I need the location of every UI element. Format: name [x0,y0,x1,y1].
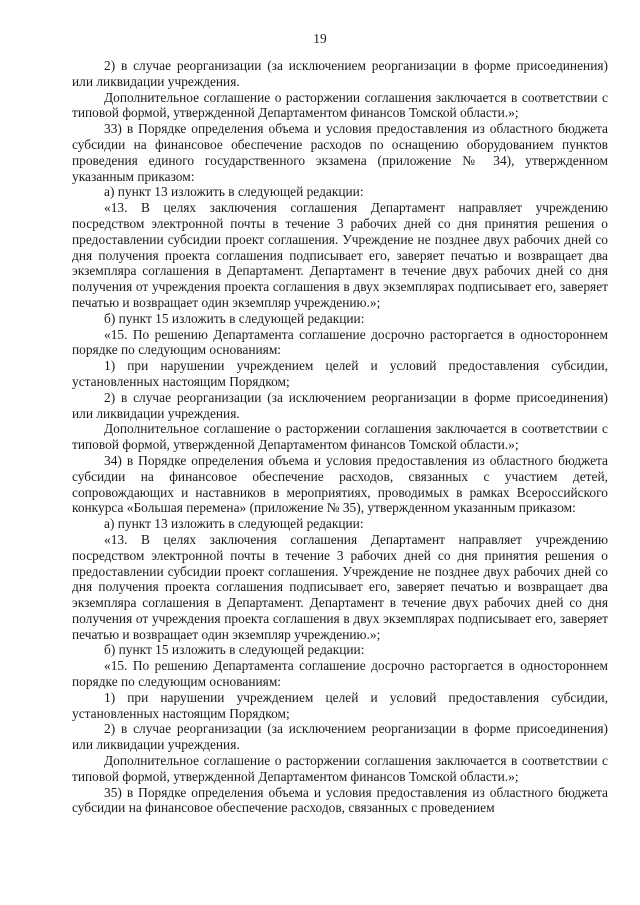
page-number: 19 [313,31,327,46]
paragraph: «15. По решению Департамента соглашение досрочно расторгается в одностороннем порядке по следующим основаниям: [72,658,608,690]
paragraph: 35) в Порядке определения объема и условия предоставления из областного бюджета субсидии на финансовое обеспечение расходов, связанных с проведением [72,784,608,816]
paragraph: б) пункт 15 изложить в следующей редакции: [104,642,365,658]
document-body [72,58,608,816]
paragraph: «13. В целях заключения соглашения Департамент направляет учреждению посредством электронной почты в течение 3 рабочих дней со дня принятия решения о предоставлении субсидии проект соглашения. Учреждение не позднее двух рабочих дней со дня получения проекта соглашения подписывает его, заверяет печатью и возвращает два экземпляра соглашения в Департамент. Департамент в течение двух рабочих дней со дня получения от учреждения проекта соглашения в двух экземплярах подписывает его, заверяет печатью и возвращает один экземпляр учреждению.»; [72,531,608,642]
paragraph: 34) в Порядке определения объема и условия предоставления из областного бюджета субсидии на финансовое обеспечение расходов, связанных с участием детей, сопровождающих и наставников в мероприятиях, проводимых в рамках Всероссийского конкурса «Большая перемена» (приложение № 35), утвержденном указанным приказом: [72,452,608,516]
paragraph: Дополнительное соглашение о расторжении соглашения заключается в соответствии с типовой формой, утвержденной Департаментом финансов Томской области.»; [72,421,608,453]
paragraph: а) пункт 13 изложить в следующей редакции: [104,516,364,532]
paragraph: «13. В целях заключения соглашения Департамент направляет учреждению посредством электронной почты в течение 3 рабочих дней со дня принятия решения о предоставлении субсидии проект соглашения. Учреждение не позднее двух рабочих дней со дня получения проекта соглашения подписывает его, заверяет печатью и возвращает два экземпляра соглашения в Департамент. Департамент в течение двух рабочих дней со дня получения от учреждения проекта соглашения в двух экземплярах подписывает его, заверяет печатью и возвращает один экземпляр учреждению.»; [72,200,608,310]
paragraph: 1) при нарушении учреждением целей и условий предоставления субсидии, установленных настоящим Порядком; [72,358,608,389]
paragraph: «15. По решению Департамента соглашение досрочно расторгается в одностороннем порядке по следующим основаниям: [72,326,608,358]
paragraph: 2) в случае реорганизации (за исключением реорганизации в форме присоединения) или ликвидации учреждения. [72,721,608,753]
paragraph: б) пункт 15 изложить в следующей редакции: [104,310,365,326]
paragraph: 2) в случае реорганизации (за исключением реорганизации в форме присоединения) или ликвидации учреждения. [72,389,608,421]
paragraph: 33) в Порядке определения объема и условия предоставления из областного бюджета субсидии на финансовое обеспечение расходов по оснащению оборудованием пунктов проведения единого государственного экзамена (приложение № 34), утвержденном указанным приказом: [72,121,608,184]
paragraph: Дополнительное соглашение о расторжении соглашения заключается в соответствии с типовой формой, утвержденной Департаментом финансов Томской области.»; [72,753,608,784]
paragraph: 2) в случае реорганизации (за исключением реорганизации в форме присоединения) или ликвидации учреждения. [72,58,608,89]
paragraph: Дополнительное соглашение о расторжении соглашения заключается в соответствии с типовой формой, утвержденной Департаментом финансов Томской области.»; [72,89,608,121]
paragraph: а) пункт 13 изложить в следующей редакции: [104,184,364,200]
paragraph: 1) при нарушении учреждением целей и условий предоставления субсидии, установленных настоящим Порядком; [72,689,608,721]
